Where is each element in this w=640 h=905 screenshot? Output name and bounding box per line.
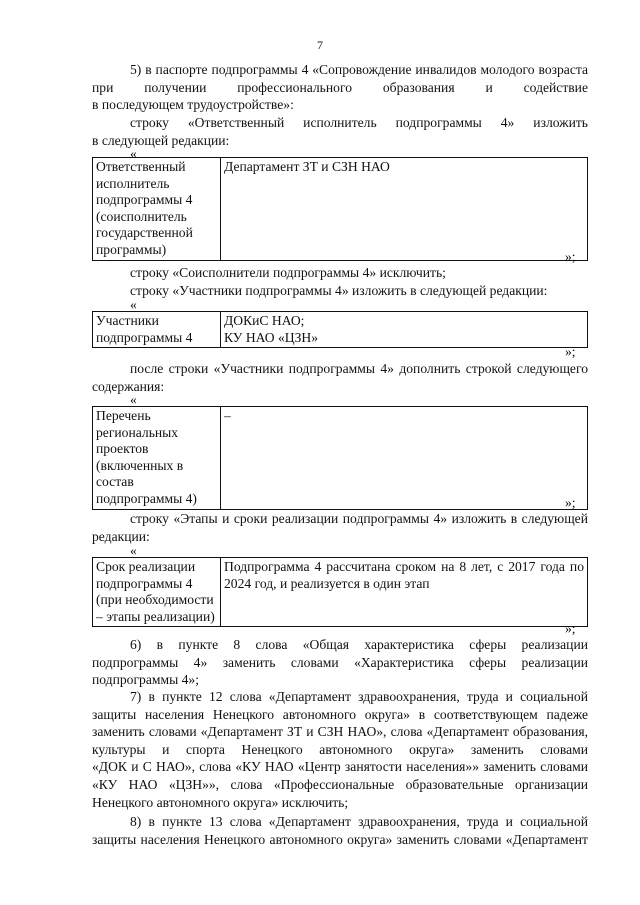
responsible-table	[92, 157, 588, 261]
item-8-paragraph	[92, 813, 588, 848]
responsible-instruction	[92, 114, 588, 149]
text-line: строку «Ответственный исполнитель подпрограммы 4» изложить	[130, 115, 588, 130]
participants-instruction: строку «Участники подпрограммы 4» изложить в следующей редакции:	[130, 283, 548, 298]
coexec-instruction: строку «Соисполнители подпрограммы 4» исключить;	[130, 265, 446, 280]
close-quote: »;	[565, 344, 576, 359]
participants-value-line: ДОКиС НАО;	[224, 313, 305, 328]
text-line: заменить словами «Департамент ЗТ и СЗН НАО», слова «Департамент образования,	[92, 724, 588, 740]
item-7-paragraph	[92, 688, 588, 811]
text-line: в последующем трудоустройстве»:	[92, 97, 294, 113]
after-participants-instruction	[92, 360, 588, 395]
participants-table	[92, 311, 588, 348]
text-line: защиты населения Ненецкого автономного округа» в соответствующем падеже	[92, 706, 588, 722]
text-line: «ДОК и С НАО», слова «КУ НАО «Центр занятости населения»» заменить словами	[92, 759, 588, 775]
text-line: защиты населения Ненецкого автономного округа» заменить словами «Департамент	[92, 831, 588, 847]
close-quote: »;	[565, 495, 576, 510]
open-quote: «	[130, 146, 137, 161]
participants-value	[221, 312, 588, 348]
text-line: при получении профессионального образования и содействие	[92, 79, 588, 95]
item-5-paragraph	[92, 61, 588, 114]
open-quote: «	[130, 392, 137, 407]
projects-label: Перечень региональных проектов (включенных в состав подпрограммы 4)	[93, 407, 221, 510]
text-line: «КУ НАО «ЦЗН»», слова «Профессиональные образовательные организации	[92, 776, 588, 792]
responsible-label: Ответственный исполнитель подпрограммы 4 (соисполнитель государственной программы)	[93, 158, 221, 261]
text-line: 8) в пункте 13 слова «Департамент здравоохранения, труда и социальной	[130, 814, 588, 829]
stages-value: Подпрограмма 4 рассчитана сроком на 8 лет, с 2017 года по 2024 год, и реализуется в один этап	[221, 558, 588, 627]
projects-table	[92, 406, 588, 510]
text-line: в следующей редакции:	[92, 132, 230, 148]
text-line: содержания:	[92, 378, 165, 394]
close-quote: »;	[565, 249, 576, 264]
text-line: культуры и спорта Ненецкого автономного округа» заменить словами	[92, 741, 588, 757]
text-line: подпрограммы 4» заменить словами «Характеристика сферы реализации	[92, 654, 588, 670]
open-quote: «	[130, 297, 137, 312]
page-number: 7	[317, 38, 323, 52]
projects-value: –	[221, 407, 588, 510]
open-quote: «	[130, 543, 137, 558]
item-6-paragraph	[92, 636, 588, 689]
stages-table	[92, 557, 588, 627]
text-line: 6) в пункте 8 слова «Общая характеристика сферы реализации	[130, 637, 588, 652]
text-line: редакции:	[92, 528, 150, 544]
text-line: подпрограммы 4»;	[92, 672, 199, 688]
close-quote: »;	[565, 621, 576, 636]
stages-label: Срок реализации подпрограммы 4 (при необходимости – этапы реализации)	[93, 558, 221, 627]
text-line: Ненецкого автономного округа» исключить;	[92, 794, 349, 810]
text-line: строку «Этапы и сроки реализации подпрограммы 4» изложить в следующей	[130, 511, 588, 526]
participants-value-line: КУ НАО «ЦЗН»	[224, 329, 319, 345]
participants-label: Участники подпрограммы 4	[93, 312, 221, 348]
text-line: 5) в паспорте подпрограммы 4 «Сопровождение инвалидов молодого возраста	[130, 62, 588, 77]
text-line: 7) в пункте 12 слова «Департамент здравоохранения, труда и социальной	[130, 689, 588, 704]
responsible-value: Департамент ЗТ и СЗН НАО	[221, 158, 588, 261]
text-line: после строки «Участники подпрограммы 4» дополнить строкой следующего	[130, 361, 588, 376]
stages-instruction	[92, 510, 588, 545]
